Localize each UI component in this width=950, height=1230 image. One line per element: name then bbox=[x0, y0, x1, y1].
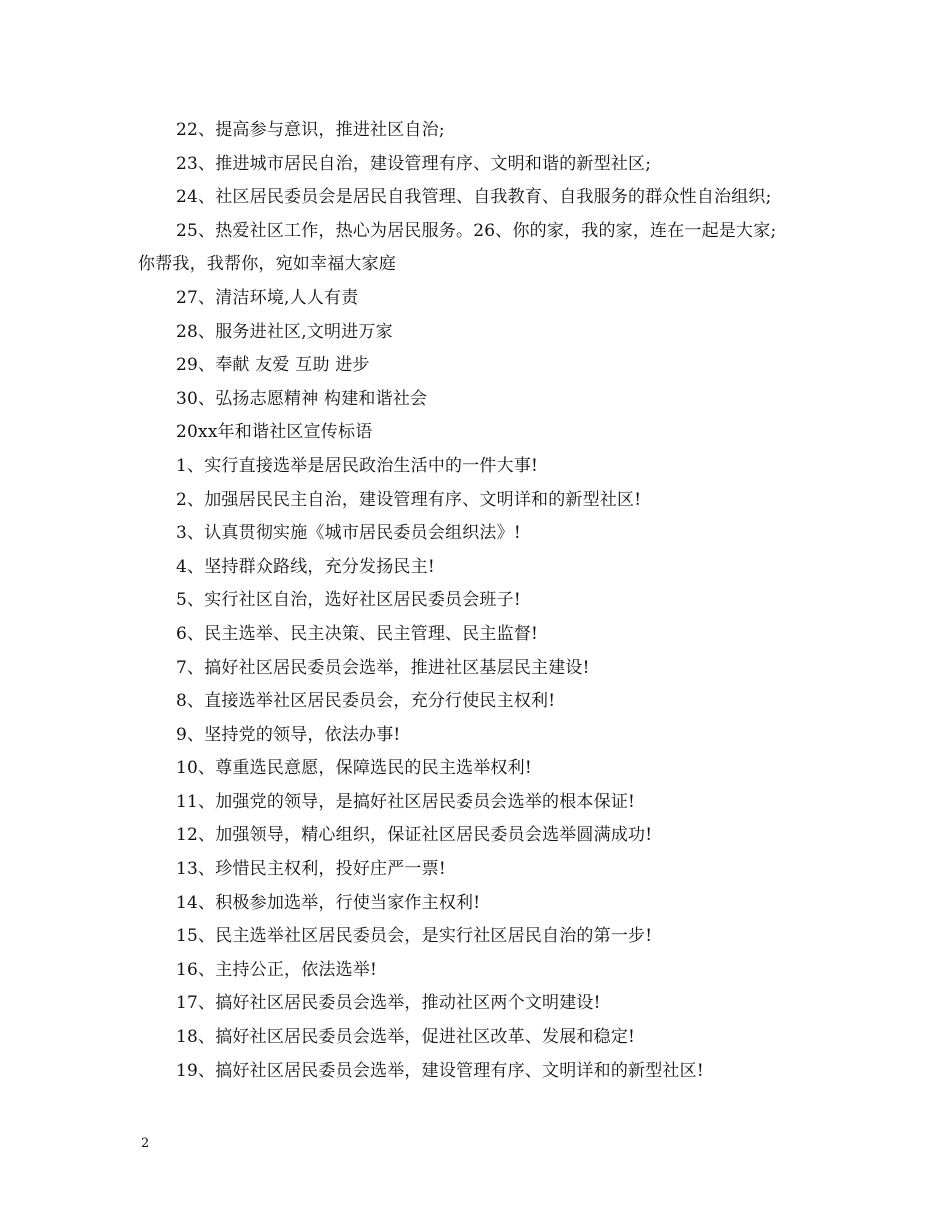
text-line: 18、搞好社区居民委员会选举，促进社区改革、发展和稳定! bbox=[176, 1027, 636, 1048]
text-line: 4、坚持群众路线，充分发扬民主! bbox=[176, 556, 435, 577]
text-line: 22、提高参与意识，推进社区自治; bbox=[176, 120, 445, 140]
text-line-continuation: 你帮我，我帮你，宛如幸福大家庭 bbox=[138, 254, 396, 275]
document-body bbox=[138, 114, 828, 1088]
text-line: 5、实行社区自治，选好社区居民委员会班子! bbox=[176, 590, 521, 611]
text-line: 8、直接选举社区居民委员会，充分行使民主权利! bbox=[176, 691, 556, 712]
text-line: 25、热爱社区工作，热心为居民服务。26、你的家，我的家，连在一起是大家; bbox=[176, 220, 777, 241]
text-line: 28、服务进社区,文明进万家 bbox=[176, 321, 393, 342]
text-line: 30、弘扬志愿精神 构建和谐社会 bbox=[176, 388, 428, 409]
text-line: 15、民主选举社区居民委员会，是实行社区居民自治的第一步! bbox=[176, 926, 653, 947]
text-line: 3、认真贯彻实施《城市居民委员会组织法》! bbox=[176, 523, 521, 544]
text-line: 23、推进城市居民自治，建设管理有序、文明和谐的新型社区; bbox=[176, 153, 652, 174]
text-line: 14、积极参加选举，行使当家作主权利! bbox=[176, 892, 481, 913]
text-line: 9、坚持党的领导，依法办事! bbox=[176, 724, 401, 745]
text-line: 1、实行直接选举是居民政治生活中的一件大事! bbox=[176, 455, 539, 476]
section-heading: 20xx年和谐社区宣传标语 bbox=[176, 422, 373, 443]
text-line: 7、搞好社区居民委员会选举，推进社区基层民主建设! bbox=[176, 657, 590, 678]
text-line: 11、加强党的领导，是搞好社区居民委员会选举的根本保证! bbox=[176, 791, 636, 812]
text-line: 10、尊重选民意愿，保障选民的民主选举权利! bbox=[176, 758, 532, 779]
text-line: 13、珍惜民主权利，投好庄严一票! bbox=[176, 859, 446, 880]
text-line: 29、奉献 友爱 互助 进步 bbox=[176, 355, 370, 376]
page-number: 2 bbox=[141, 1136, 150, 1151]
text-line: 27、清洁环境,人人有责 bbox=[176, 287, 359, 308]
text-line: 17、搞好社区居民委员会选举，推动社区两个文明建设! bbox=[176, 993, 601, 1014]
text-line: 19、搞好社区居民委员会选举，建设管理有序、文明详和的新型社区! bbox=[176, 1060, 704, 1081]
text-line: 12、加强领导，精心组织，保证社区居民委员会选举圆满成功! bbox=[176, 825, 653, 846]
text-line: 16、主持公正，依法选举! bbox=[176, 959, 378, 980]
text-line: 6、民主选举、民主决策、民主管理、民主监督! bbox=[176, 623, 539, 644]
text-line: 24、社区居民委员会是居民自我管理、自我教育、自我服务的群众性自治组织; bbox=[176, 187, 772, 208]
text-line: 2、加强居民民主自治，建设管理有序、文明详和的新型社区! bbox=[176, 489, 642, 510]
